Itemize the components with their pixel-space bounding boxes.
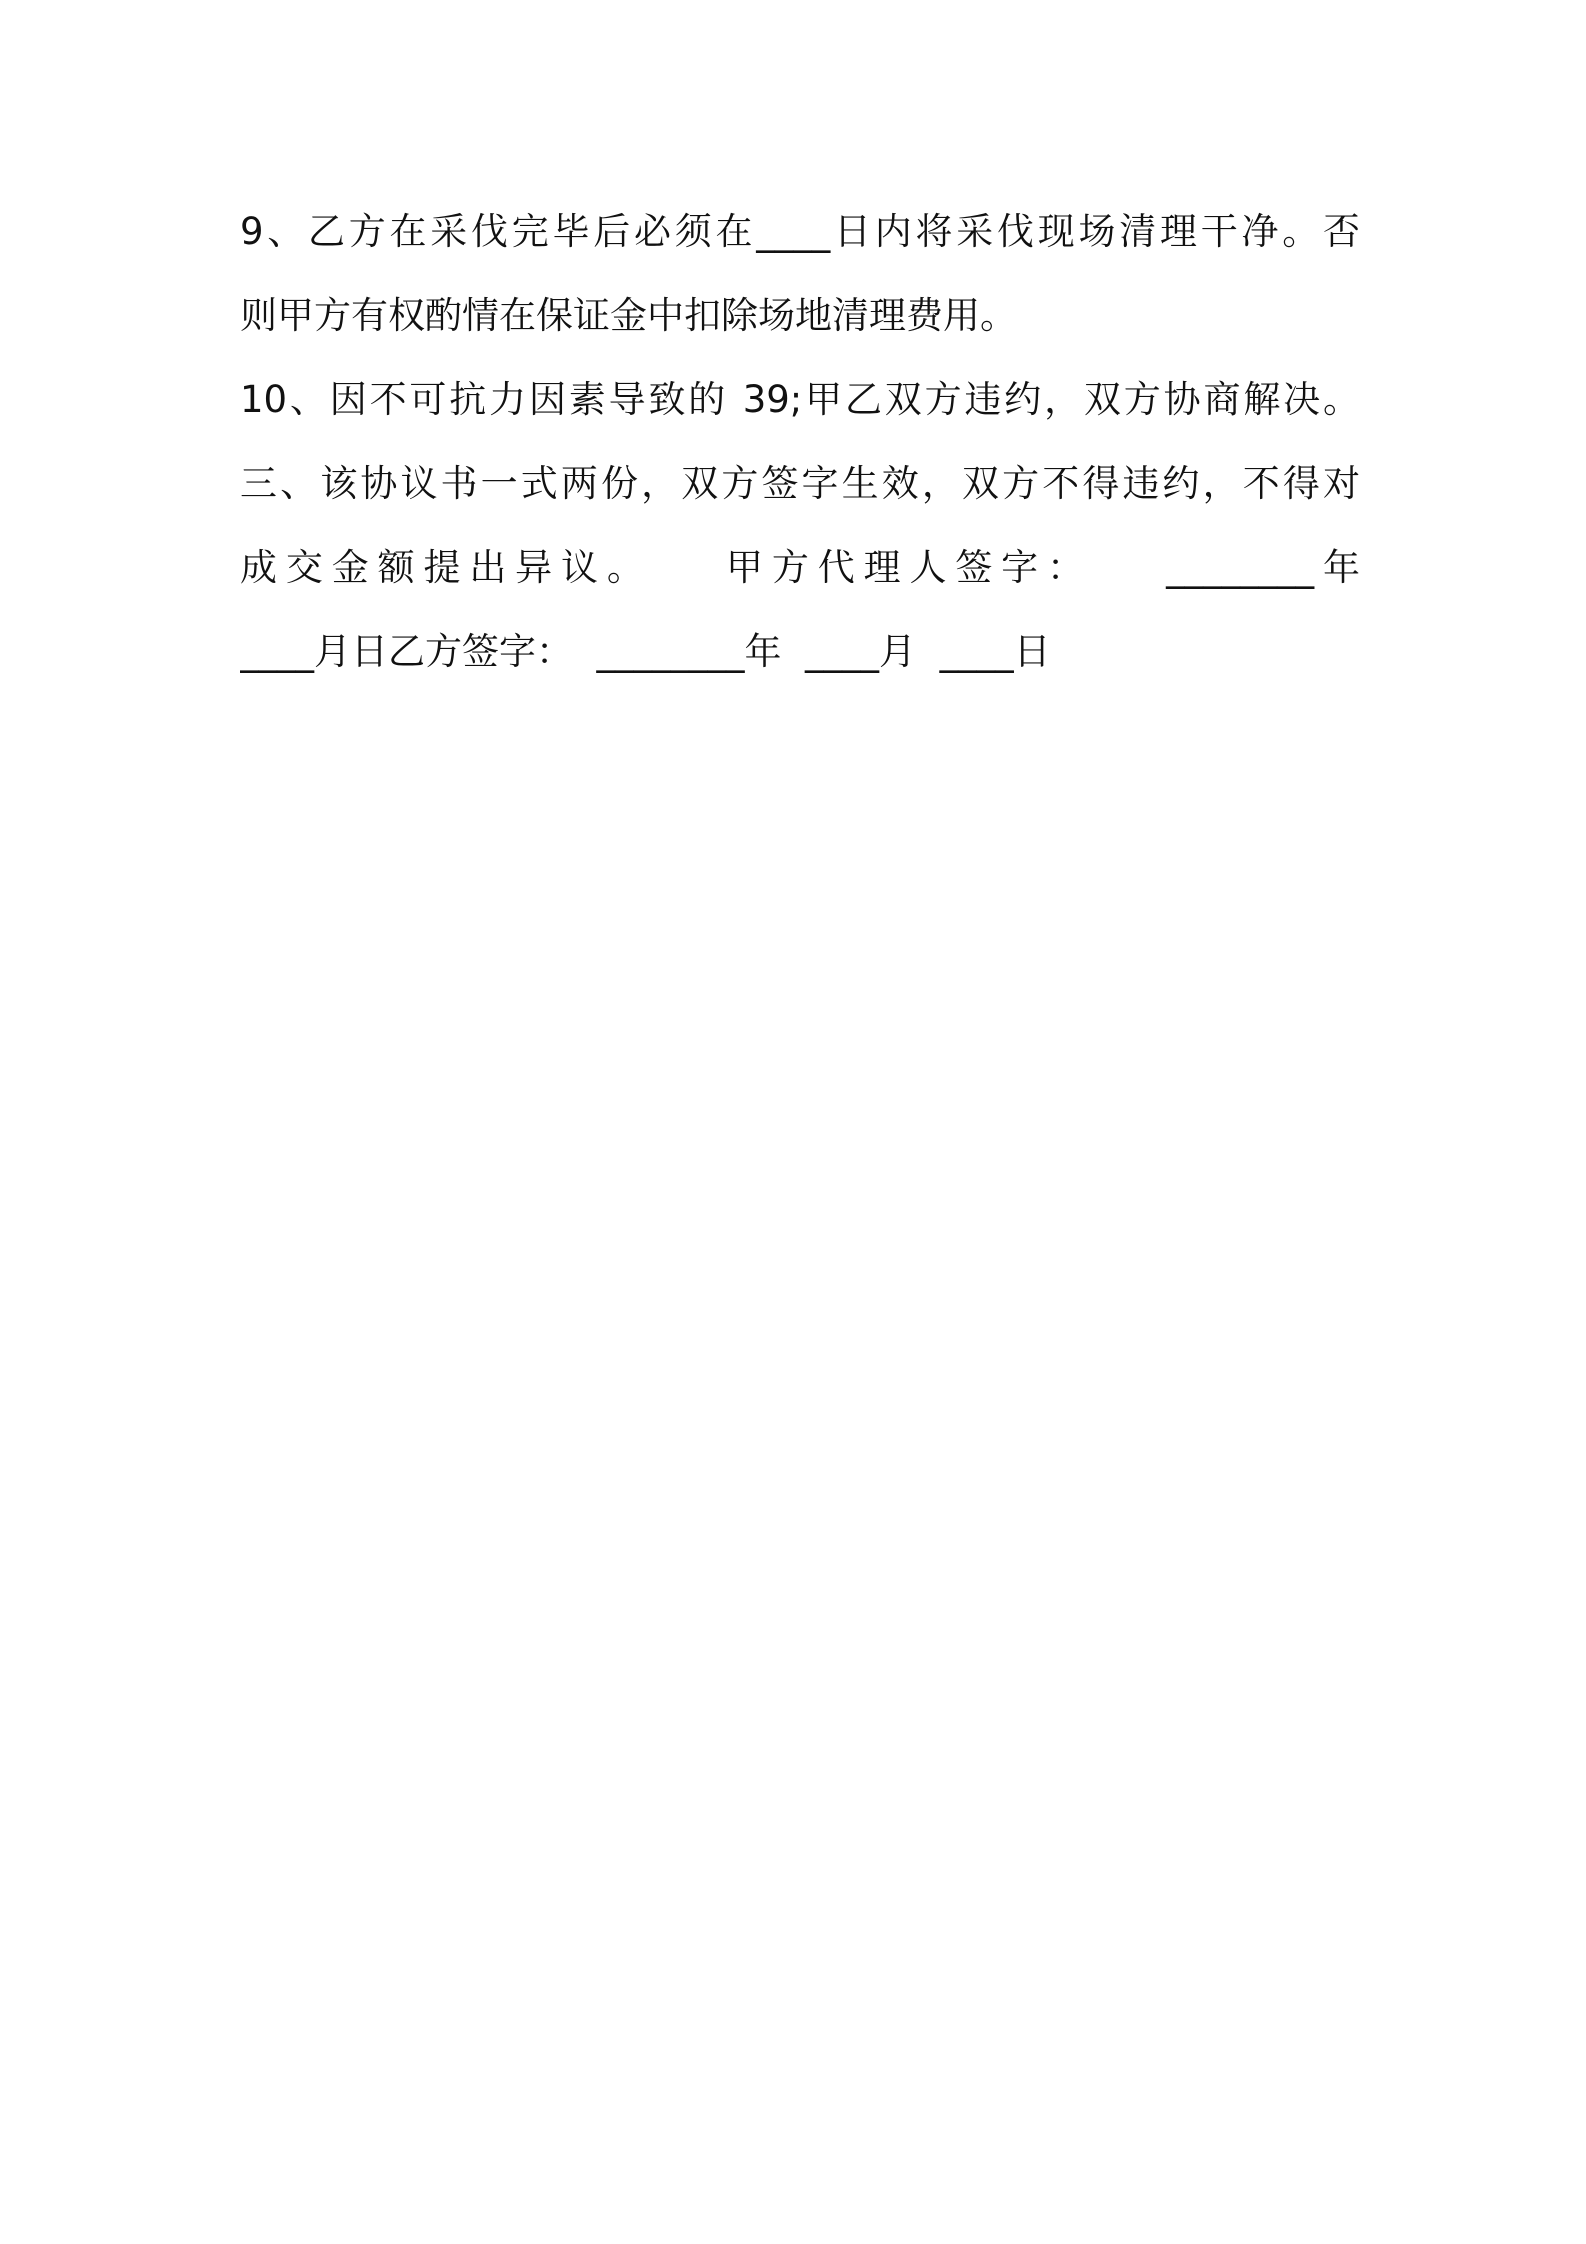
document-body [240,190,1360,694]
clause-9-line-1: 9、乙方在采伐完毕后必须在____日内将采伐现场清理干净。否 [240,210,1360,253]
section-3-signature-line: 成交金额提出异议。 甲方代理人签字： ________年 [240,546,1360,589]
clause-10-line: 10、因不可抗力因素导致的 39;甲乙双方违约，双方协商解决。 [240,378,1360,421]
section-3-line-1: 三、该协议书一式两份，双方签字生效，双方不得违约，不得对 [240,462,1360,505]
clause-9-line-2: 则甲方有权酌情在保证金中扣除场地清理费用。 [240,294,1017,337]
signature-date-line: ____月日乙方签字： ________年 ____月 ____日 [240,630,1051,673]
